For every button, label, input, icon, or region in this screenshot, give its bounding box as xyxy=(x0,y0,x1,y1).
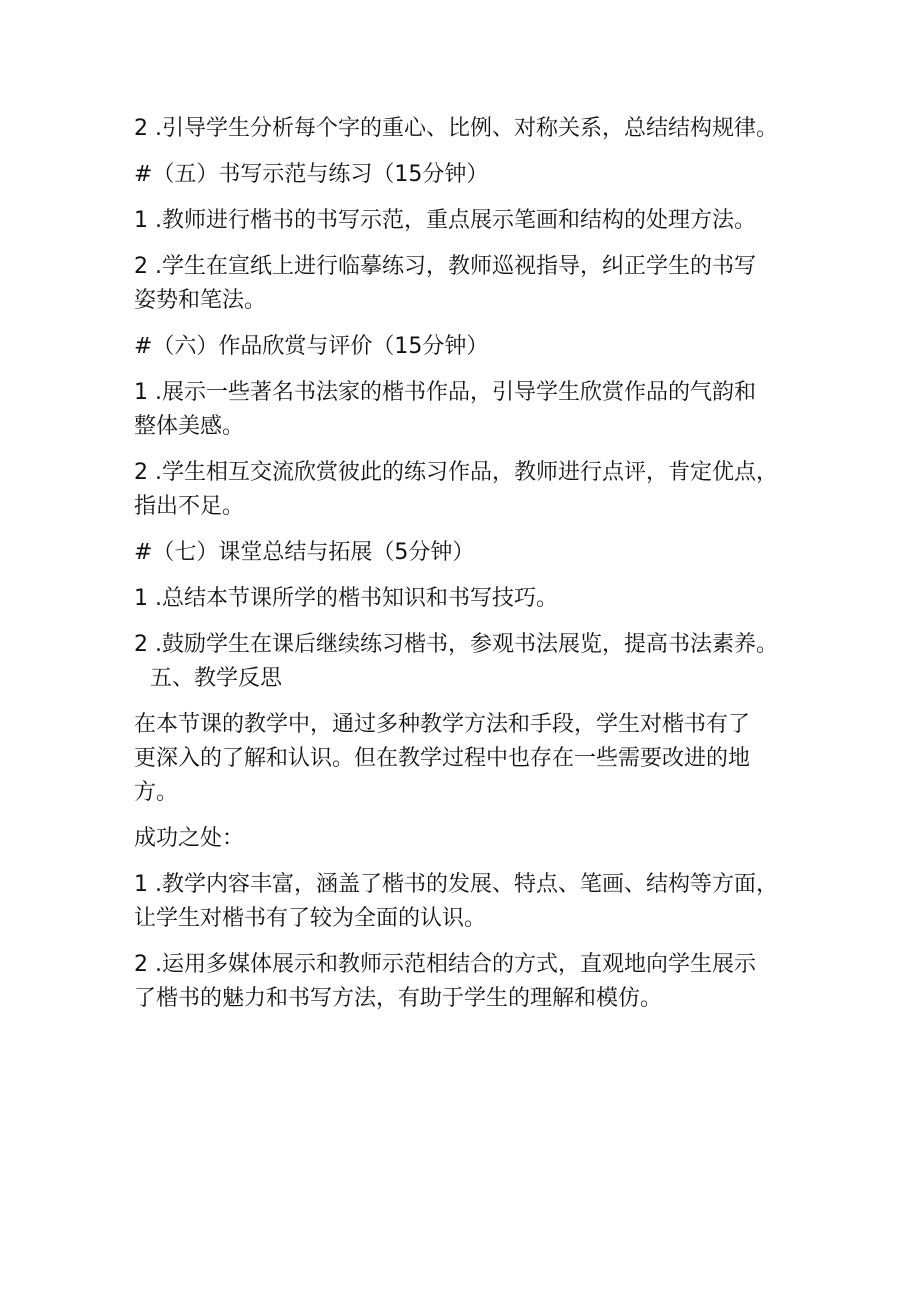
section-heading: #（七）课堂总结与拓展（5分钟） xyxy=(134,540,475,565)
paragraph-line: 方。 xyxy=(134,780,179,805)
list-item-continuation: 整体美感。 xyxy=(134,414,245,439)
list-item: 1 .展示一些著名书法家的楷书作品，引导学生欣赏作品的气韵和 xyxy=(134,380,756,405)
section-heading: #（六）作品欣赏与评价（15分钟） xyxy=(134,334,489,359)
section-title: 五、教学反思 xyxy=(150,666,283,691)
list-item: 2 .运用多媒体展示和教师示范相结合的方式，直观地向学生展示 xyxy=(134,952,756,977)
list-item-continuation: 了楷书的魅力和书写方法，有助于学生的理解和模仿。 xyxy=(134,986,663,1011)
list-item: 2 .引导学生分析每个字的重心、比例、对称关系，总结结构规律。 xyxy=(134,116,778,141)
paragraph-label: 成功之处： xyxy=(134,826,245,851)
paragraph-line: 更深入的了解和认识。但在教学过程中也存在一些需要改进的地 xyxy=(134,746,751,771)
list-item: 1 .教师进行楷书的书写示范，重点展示笔画和结构的处理方法。 xyxy=(134,208,756,233)
list-item: 1 .教学内容丰富，涵盖了楷书的发展、特点、笔画、结构等方面， xyxy=(134,872,778,897)
section-heading: #（五）书写示范与练习（15分钟） xyxy=(134,162,489,187)
list-item: 2 .学生在宣纸上进行临摹练习，教师巡视指导，纠正学生的书写 xyxy=(134,254,756,279)
document-body xyxy=(134,112,814,1016)
list-item-continuation: 指出不足。 xyxy=(134,494,245,519)
list-item: 2 .鼓励学生在课后继续练习楷书，参观书法展览，提高书法素养。 xyxy=(134,632,778,657)
list-item-continuation: 姿势和笔法。 xyxy=(134,288,267,313)
paragraph-line: 在本节课的教学中，通过多种教学方法和手段，学生对楷书有了 xyxy=(134,712,751,737)
list-item: 1 .总结本节课所学的楷书知识和书写技巧。 xyxy=(134,586,558,611)
list-item-continuation: 让学生对楷书有了较为全面的认识。 xyxy=(134,906,487,931)
list-item: 2 .学生相互交流欣赏彼此的练习作品，教师进行点评，肯定优点， xyxy=(134,460,778,485)
